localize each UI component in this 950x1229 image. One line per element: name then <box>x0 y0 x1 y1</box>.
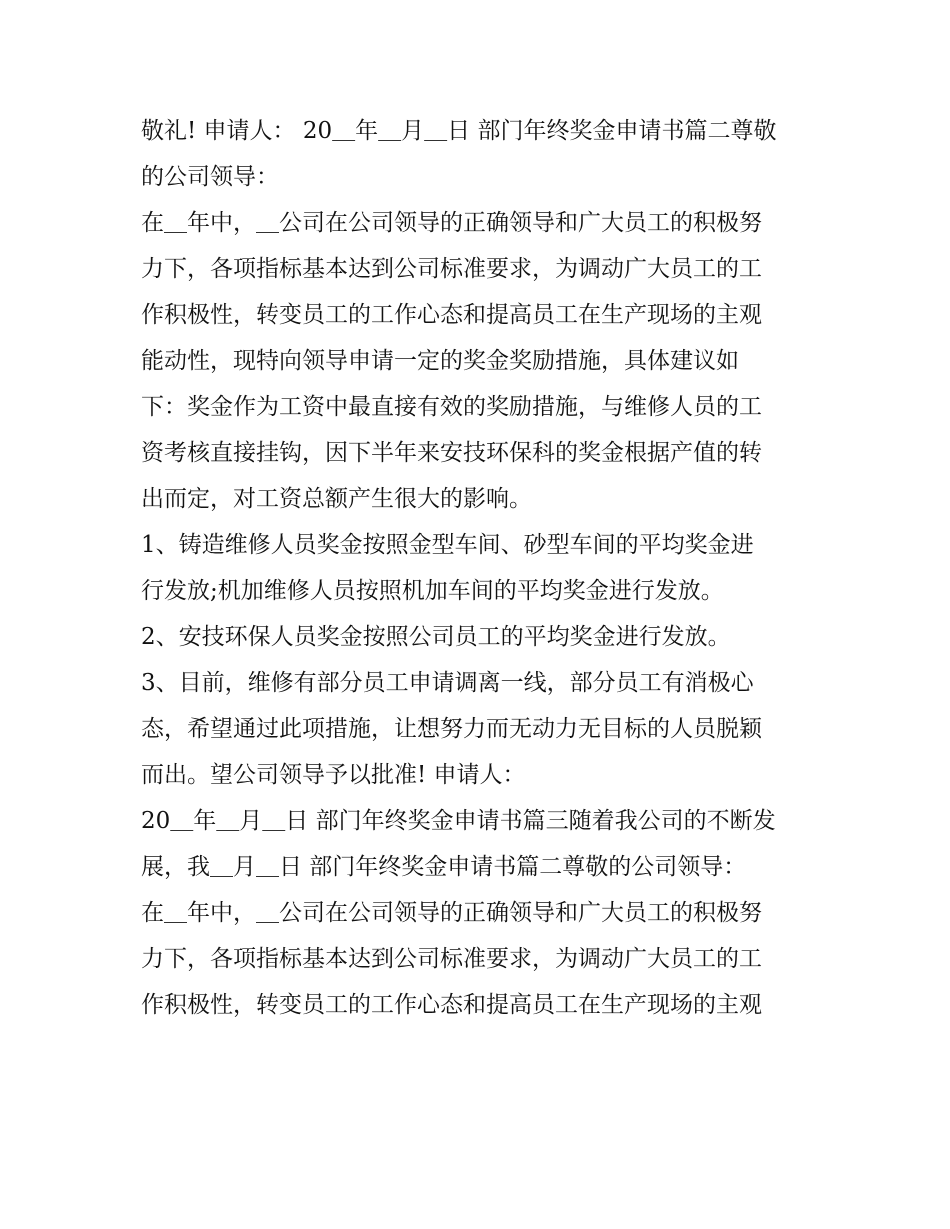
text-line: 行发放;机加维修人员按照机加车间的平均奖金进行发放。 <box>141 578 724 604</box>
text-line: 作积极性，转变员工的工作心态和提高员工在生产现场的主观 <box>141 302 762 328</box>
text-line: 3、目前，维修有部分员工申请调离一线，部分员工有消极心 <box>141 670 754 696</box>
text-line: 能动性，现特向领导申请一定的奖金奖励措施，具体建议如 <box>141 348 739 374</box>
text-line: 在＿年中，＿公司在公司领导的正确领导和广大员工的积极努 <box>141 900 762 926</box>
text-line: 力下，各项指标基本达到公司标准要求，为调动广大员工的工 <box>141 946 762 972</box>
text-line: 力下，各项指标基本达到公司标准要求，为调动广大员工的工 <box>141 256 762 282</box>
text-line: 1、铸造维修人员奖金按照金型车间、砂型车间的平均奖金进 <box>141 532 754 558</box>
text-line: 出而定，对工资总额产生很大的影响。 <box>141 486 532 512</box>
text-line: 而出。望公司领导予以批准! 申请人： <box>141 762 526 788</box>
text-line: 态，希望通过此项措施，让想努力而无动力无目标的人员脱颖 <box>141 716 762 742</box>
text-line: 20＿年＿月＿日 部门年终奖金申请书篇三随着我公司的不断发 <box>141 808 776 834</box>
text-line: 敬礼! 申请人： 20＿年＿月＿日 部门年终奖金申请书篇二尊敬 <box>141 118 777 144</box>
text-line: 在＿年中，＿公司在公司领导的正确领导和广大员工的积极努 <box>141 210 762 236</box>
text-line: 下：奖金作为工资中最直接有效的奖励措施，与维修人员的工 <box>141 394 762 420</box>
document-body <box>141 108 821 1028</box>
text-line: 2、安技环保人员奖金按照公司员工的平均奖金进行发放。 <box>141 624 731 650</box>
text-line: 展，我＿月＿日 部门年终奖金申请书篇二尊敬的公司领导： <box>141 854 747 880</box>
text-line: 资考核直接挂钩，因下半年来安技环保科的奖金根据产值的转 <box>141 440 762 466</box>
text-line: 作积极性，转变员工的工作心态和提高员工在生产现场的主观 <box>141 992 762 1018</box>
text-line: 的公司领导： <box>141 164 279 190</box>
